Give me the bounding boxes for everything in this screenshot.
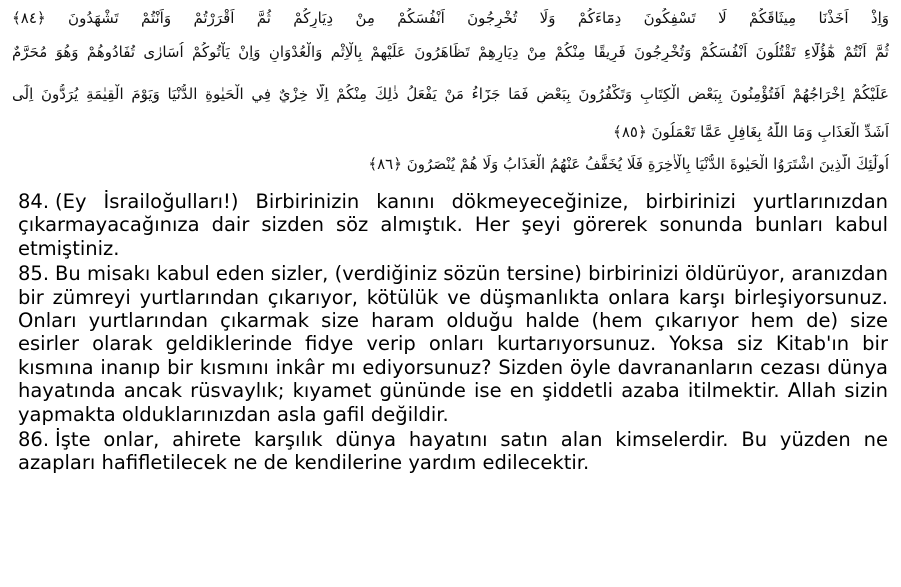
- verse-number: 86.: [18, 428, 50, 452]
- turkish-translation: [18, 190, 888, 477]
- arabic-line-4: اَشَدِّ الْعَذَابِ وَمَا اللّٰهُ بِغَافِلٍ عَمَّا تَعْمَلُونَ ﴿٨٥﴾: [613, 123, 889, 141]
- arabic-verses: [0, 0, 901, 180]
- arabic-line-2: ثُمَّ اَنْتُمْ هٰٓؤُلَٓاءِ تَقْتُلُونَ اَنْفُسَكُمْ وَتُخْرِجُونَ فَرِيقًا مِنْكُمْ مِنْ دِيَارِهِمْ تَظَاهَرُونَ عَلَيْهِمْ بِالْاِثْمِ وَالْعُدْوَانِ وَاِنْ يَاْتُوكُمْ اُسَارٰى تُفَادُوهُمْ وَهُوَ مُحَرَّمٌ: [12, 43, 889, 61]
- verse-text: (Ey İsrailoğulları!) Birbirinizin kanını dökmeyeceğinize, birbirinizi yurtlarınızdan çıkarmayacağınıza dair sizden söz almıştık. Her şeyi görerek sonunda bunları kabul etmiştiniz.: [18, 190, 888, 260]
- verse-number: 85.: [18, 262, 50, 286]
- verse-text: Bu misakı kabul eden sizler, (verdiğiniz sözün tersine) birbirinizi öldürüyor, aranızdan bir zümreyi yurtlarından çıkarıyor, kötülük ve düşmanlıkta onlara karşı birleşiyorsunuz. Onları yurtlarından çıkarmak size haram olduğu halde (hem çıkarıyor hem de) size esirler olarak geldiklerinde fidye verip onları kurtarıyorsunuz. Yoksa siz Kitab'ın bir kısmına inanıp bir kısmını inkâr mı ediyorsunuz? Sizden öyle davrananların cezası dünya hayatında ancak rüsvaylık; kıyamet gününde ise en şiddetli azaba itilmektir. Allah sizin yapmakta olduklarınızdan asla gafil değildir.: [18, 262, 888, 426]
- verse-84: [18, 190, 888, 260]
- verse-85: [18, 262, 888, 426]
- arabic-line-3: عَلَيْكُمْ اِخْرَاجُهُمْ اَفَتُؤْمِنُونَ بِبَعْضِ الْكِتَابِ وَتَكْفُرُونَ بِبَعْضٍ فَمَا جَزَٓاءُ مَنْ يَفْعَلُ ذٰلِكَ مِنْكُمْ اِلَّا خِزْيٌ فِي الْحَيٰوةِ الدُّنْيَا وَيَوْمَ الْقِيٰمَةِ يُرَدُّونَ اِلٰٓى: [12, 85, 889, 103]
- verse-text: İşte onlar, ahirete karşılık dünya hayatını satın alan kimselerdir. Bu yüzden ne azapları hafifletilecek ne de kendilerine yardım edilecektir.: [18, 428, 888, 475]
- arabic-line-5: اُولٰٓئِكَ الَّذِينَ اشْتَرَوُا الْحَيٰوةَ الدُّنْيَا بِالْاٰخِرَةِ فَلَا يُخَفَّفُ عَنْهُمُ الْعَذَابُ وَلَا هُمْ يُنْصَرُونَ ﴿٨٦﴾: [368, 155, 889, 173]
- arabic-line-1: وَاِذْ اَخَذْنَا مِيثَاقَكُمْ لَا تَسْفِكُونَ دِمَٓاءَكُمْ وَلَا تُخْرِجُونَ اَنْفُسَكُمْ مِنْ دِيَارِكُمْ ثُمَّ اَقْرَرْتُمْ وَاَنْتُمْ تَشْهَدُونَ ﴿٨٤﴾: [12, 9, 889, 27]
- verse-86: [18, 428, 888, 475]
- verse-number: 84.: [18, 190, 50, 213]
